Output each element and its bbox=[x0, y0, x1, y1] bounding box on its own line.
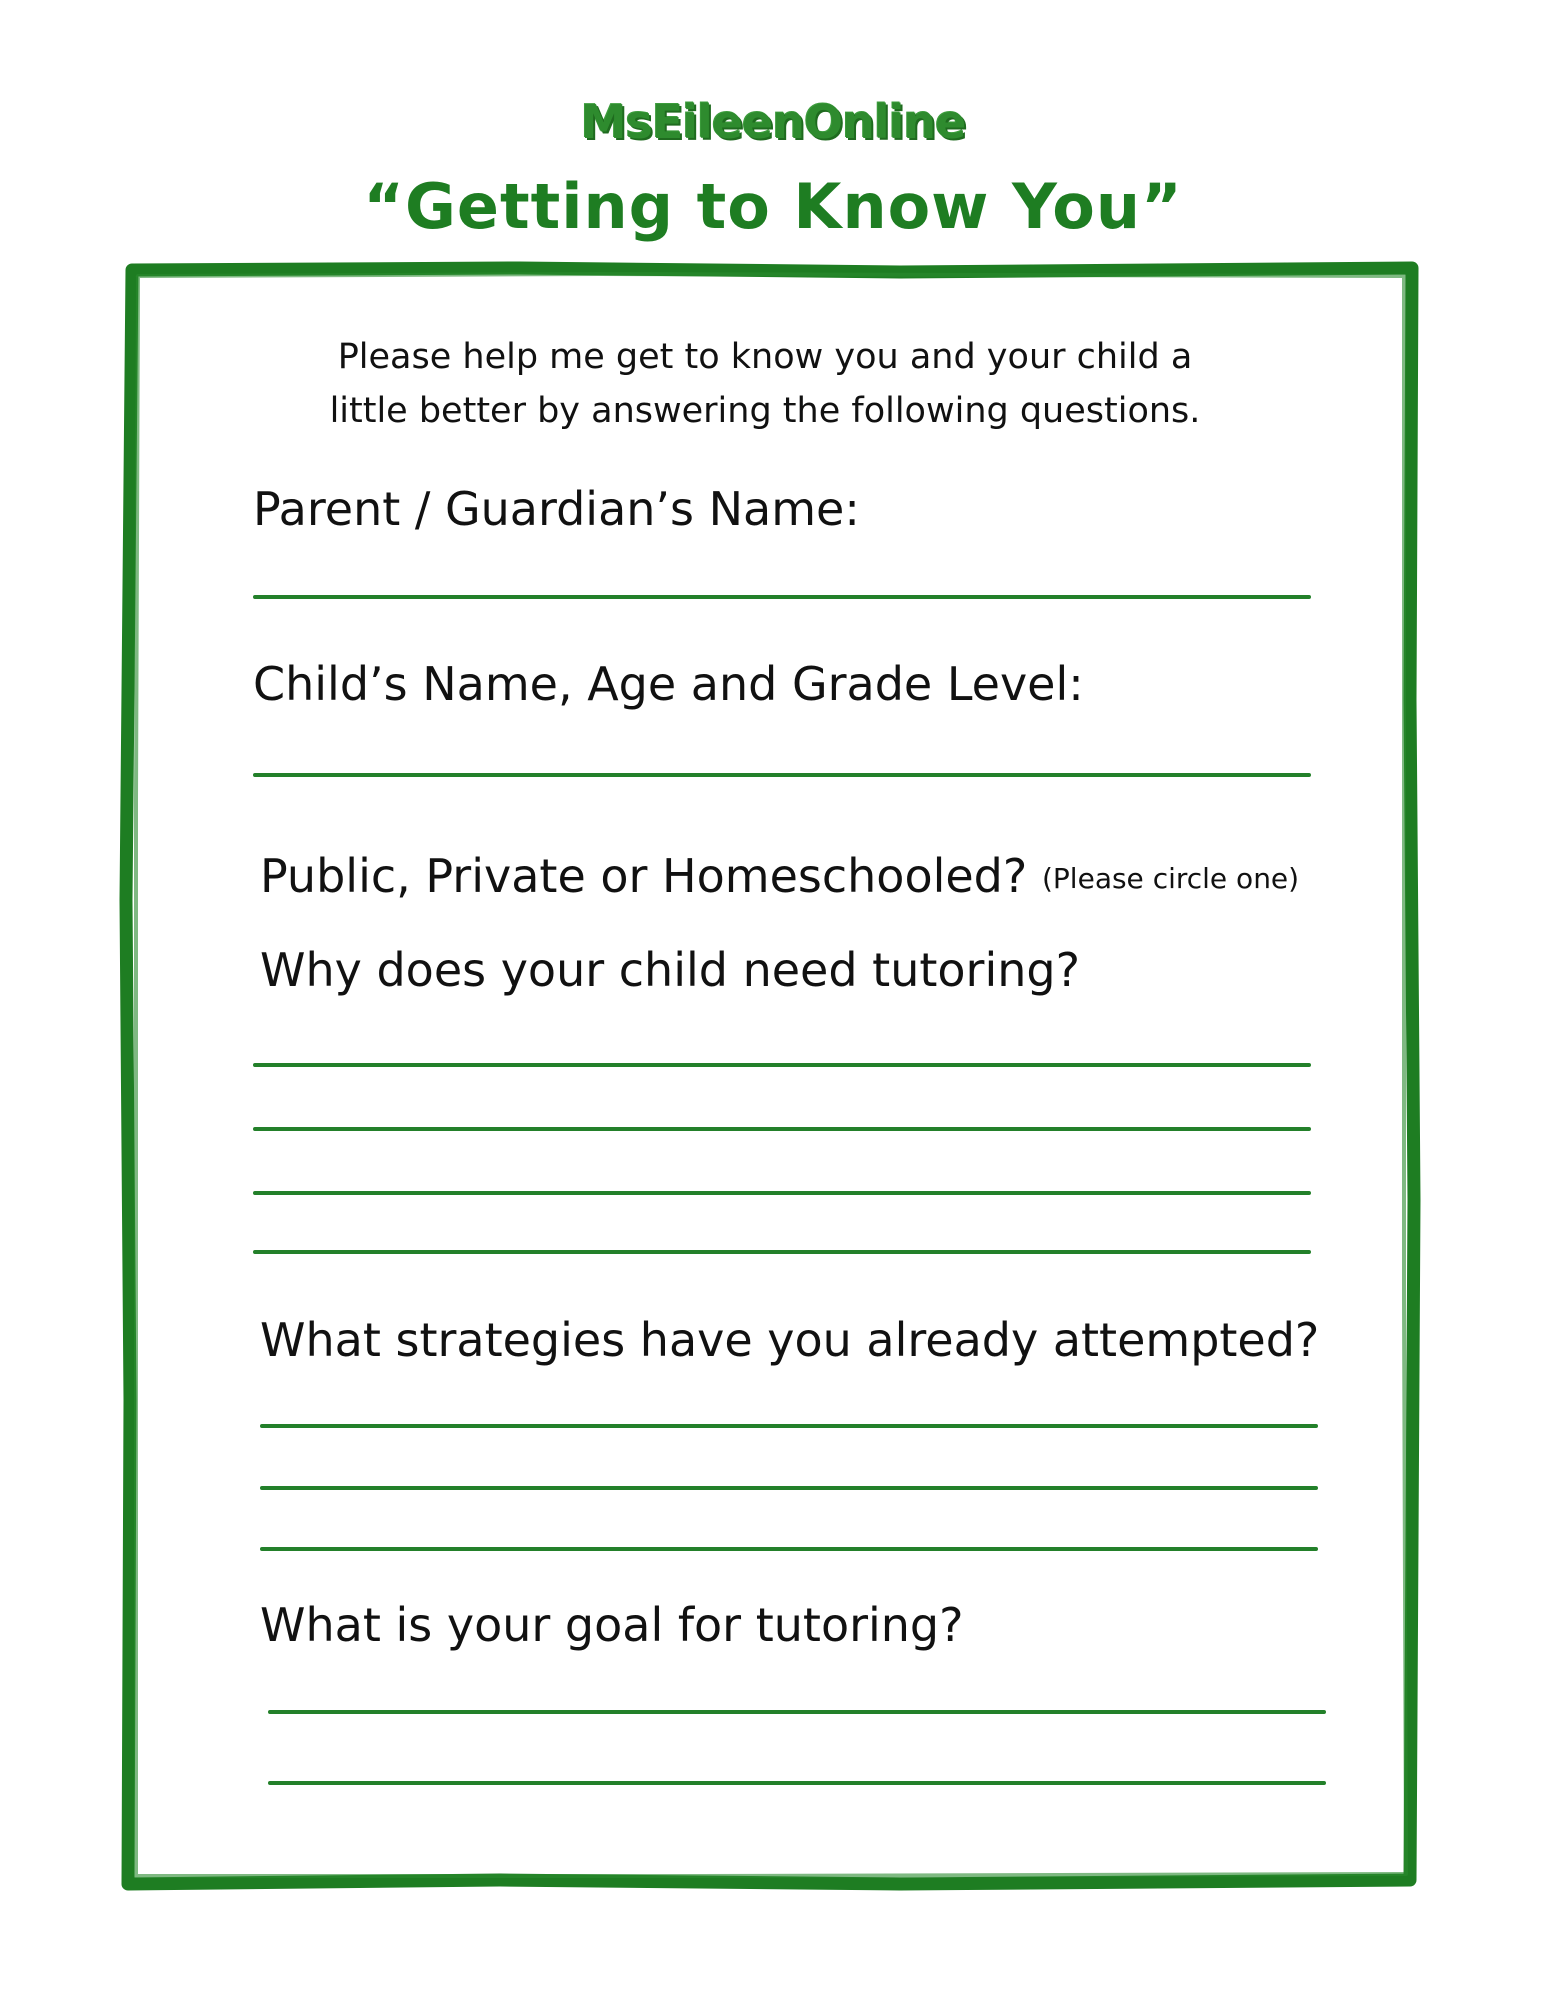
school-type-note: (Please circle one) bbox=[1042, 862, 1300, 895]
parent-name-label: Parent / Guardian’s Name: bbox=[253, 482, 860, 536]
goal-label: What is your goal for tutoring? bbox=[260, 1598, 964, 1652]
why-tutoring-field-4[interactable] bbox=[253, 1250, 1311, 1254]
page-title: “Getting to Know You” bbox=[363, 170, 1183, 243]
why-tutoring-label: Why does your child need tutoring? bbox=[260, 943, 1081, 997]
parent-name-field[interactable] bbox=[253, 595, 1311, 599]
intro-line-2: little better by answering the following questions. bbox=[329, 391, 1201, 431]
strategies-field-1[interactable] bbox=[260, 1424, 1318, 1428]
child-info-label: Child’s Name, Age and Grade Level: bbox=[253, 657, 1084, 711]
intro-text bbox=[260, 330, 1270, 438]
strategies-field-3[interactable] bbox=[260, 1547, 1318, 1551]
strategies-label: What strategies have you already attempted? bbox=[260, 1313, 1320, 1367]
strategies-field-2[interactable] bbox=[260, 1486, 1318, 1490]
goal-field-1[interactable] bbox=[268, 1710, 1326, 1714]
why-tutoring-field-2[interactable] bbox=[253, 1127, 1311, 1131]
why-tutoring-field-1[interactable] bbox=[253, 1063, 1311, 1067]
child-info-field[interactable] bbox=[253, 773, 1311, 777]
school-type-label: Public, Private or Homeschooled? bbox=[260, 849, 1028, 903]
why-tutoring-field-3[interactable] bbox=[253, 1191, 1311, 1195]
goal-field-2[interactable] bbox=[268, 1781, 1326, 1785]
intro-line-1: Please help me get to know you and your child a bbox=[337, 337, 1193, 377]
brand-name: MsEileenOnline bbox=[580, 95, 966, 149]
